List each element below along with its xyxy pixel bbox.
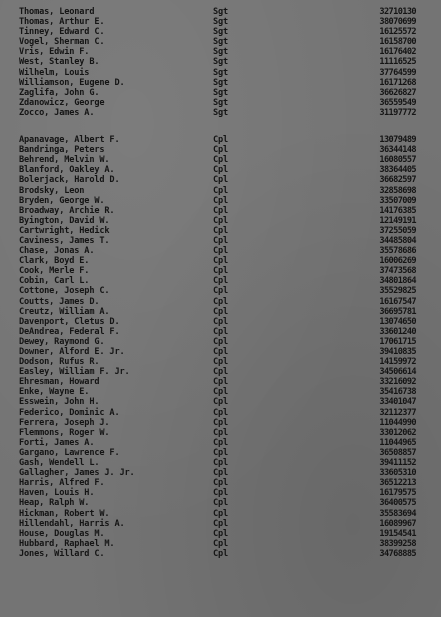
- name-cell: Hillendahl, Harris A.: [19, 518, 125, 529]
- roster-row: [0, 317, 441, 327]
- name-cell: Enke, Wayne E.: [19, 387, 90, 398]
- rank-cell: Cpl: [213, 528, 229, 539]
- serial-number-cell: 11116525: [379, 57, 416, 68]
- roster-row: [0, 47, 441, 57]
- serial-number-cell: 36559549: [379, 97, 416, 108]
- roster-row: [0, 448, 441, 458]
- roster-row: [0, 236, 441, 246]
- rank-cell: Cpl: [213, 437, 229, 448]
- rank-cell: Cpl: [213, 427, 229, 438]
- serial-number-cell: 34506614: [379, 367, 416, 378]
- rank-cell: Cpl: [213, 538, 229, 549]
- roster-row: [0, 529, 441, 539]
- serial-number-cell: 38399258: [379, 538, 416, 549]
- rank-cell: Cpl: [213, 387, 229, 398]
- name-cell: Behrend, Melvin W.: [19, 155, 110, 166]
- roster-row: [0, 27, 441, 37]
- name-cell: Cottone, Joseph C.: [19, 286, 110, 297]
- rank-cell: Cpl: [213, 286, 229, 297]
- section-gap: [0, 118, 441, 135]
- serial-number-cell: 37764599: [379, 67, 416, 78]
- name-cell: Easley, William F. Jr.: [19, 367, 130, 378]
- rank-cell: Cpl: [213, 316, 229, 327]
- rank-cell: Cpl: [213, 165, 229, 176]
- name-cell: Byington, David W.: [19, 215, 110, 226]
- rank-cell: Sgt: [213, 17, 229, 28]
- name-cell: House, Douglas M.: [19, 528, 105, 539]
- rank-cell: Cpl: [213, 367, 229, 378]
- roster-row: [0, 88, 441, 98]
- name-cell: Zdanowicz, George: [19, 97, 105, 108]
- serial-number-cell: 12149191: [379, 215, 416, 226]
- serial-number-cell: 17061715: [379, 336, 416, 347]
- name-cell: Dewey, Raymond G.: [19, 336, 105, 347]
- serial-number-cell: 36344148: [379, 145, 416, 156]
- name-cell: West, Stanley B.: [19, 57, 100, 68]
- roster-row: [0, 377, 441, 387]
- serial-number-cell: 16158700: [379, 37, 416, 48]
- roster-row: [0, 327, 441, 337]
- serial-number-cell: 16125572: [379, 27, 416, 38]
- serial-number-cell: 16179575: [379, 488, 416, 499]
- name-cell: Gallagher, James J. Jr.: [19, 468, 135, 479]
- roster-row: [0, 307, 441, 317]
- roster-row: [0, 498, 441, 508]
- name-cell: Blanford, Oakley A.: [19, 165, 115, 176]
- rank-cell: Cpl: [213, 357, 229, 368]
- roster-row: [0, 286, 441, 296]
- roster-row: [0, 216, 441, 226]
- roster-row: [0, 367, 441, 377]
- name-cell: Dodson, Rufus R.: [19, 357, 100, 368]
- serial-number-cell: 38364405: [379, 165, 416, 176]
- serial-number-cell: 36682597: [379, 175, 416, 186]
- roster-row: [0, 276, 441, 286]
- serial-number-cell: 33601240: [379, 326, 416, 337]
- name-cell: Harris, Alfred F.: [19, 478, 105, 489]
- rank-cell: Sgt: [213, 47, 229, 58]
- serial-number-cell: 19154541: [379, 528, 416, 539]
- name-cell: Vris, Edwin F.: [19, 47, 90, 58]
- serial-number-cell: 35578686: [379, 246, 416, 257]
- rank-cell: Cpl: [213, 155, 229, 166]
- serial-number-cell: 33401047: [379, 397, 416, 408]
- rank-cell: Cpl: [213, 458, 229, 469]
- serial-number-cell: 11044965: [379, 437, 416, 448]
- rank-cell: Cpl: [213, 488, 229, 499]
- rank-cell: Cpl: [213, 195, 229, 206]
- rank-cell: Cpl: [213, 347, 229, 357]
- name-cell: Zocco, James A.: [19, 107, 95, 118]
- name-cell: Vogel, Sherman C.: [19, 37, 105, 48]
- name-cell: Zaglifa, John G.: [19, 87, 100, 98]
- rank-cell: Sgt: [213, 67, 229, 78]
- name-cell: Hickman, Robert W.: [19, 508, 110, 519]
- roster-row: [0, 246, 441, 256]
- rank-cell: Cpl: [213, 205, 229, 216]
- serial-number-cell: 35529825: [379, 286, 416, 297]
- roster-row: [0, 337, 441, 347]
- roster-row: [0, 347, 441, 357]
- serial-number-cell: 31197772: [379, 107, 416, 118]
- rank-cell: Cpl: [213, 468, 229, 479]
- serial-number-cell: 35416738: [379, 387, 416, 398]
- roster-row: [0, 408, 441, 418]
- rank-cell: Sgt: [213, 107, 229, 118]
- name-cell: Ehresman, Howard: [19, 377, 100, 388]
- roster-row: [0, 357, 441, 367]
- rank-cell: Cpl: [213, 175, 229, 186]
- rank-cell: Cpl: [213, 215, 229, 226]
- name-cell: Heap, Ralph W.: [19, 498, 90, 509]
- name-cell: Downer, Alford E. Jr.: [19, 347, 125, 357]
- serial-number-cell: 14176385: [379, 205, 416, 216]
- rank-cell: Cpl: [213, 246, 229, 257]
- roster-row: [0, 297, 441, 307]
- roster-row: [0, 17, 441, 27]
- serial-number-cell: 36512213: [379, 478, 416, 489]
- rank-cell: Sgt: [213, 7, 229, 17]
- name-cell: Chase, Jonas A.: [19, 246, 95, 257]
- roster-row: [0, 108, 441, 118]
- roster-row: [0, 135, 441, 145]
- serial-number-cell: 32710130: [379, 7, 416, 17]
- serial-number-cell: 16080557: [379, 155, 416, 166]
- serial-number-cell: 13074650: [379, 316, 416, 327]
- serial-number-cell: 36400575: [379, 498, 416, 509]
- rank-cell: Sgt: [213, 87, 229, 98]
- serial-number-cell: 33216092: [379, 377, 416, 388]
- serial-number-cell: 36695781: [379, 306, 416, 317]
- rank-cell: Sgt: [213, 97, 229, 108]
- roster-row: [0, 186, 441, 196]
- roster-row: [0, 165, 441, 175]
- name-cell: Brodsky, Leon: [19, 185, 85, 196]
- roster-row: [0, 145, 441, 155]
- name-cell: Tinney, Edward C.: [19, 27, 105, 38]
- name-cell: Esswein, John H.: [19, 397, 100, 408]
- roster-row: [0, 256, 441, 266]
- serial-number-cell: 11044990: [379, 417, 416, 428]
- name-cell: Bryden, George W.: [19, 195, 105, 206]
- rank-cell: Sgt: [213, 37, 229, 48]
- rank-cell: Sgt: [213, 77, 229, 88]
- name-cell: Cartwright, Hedick: [19, 225, 110, 236]
- roster-row: [0, 458, 441, 468]
- roster-row: [0, 68, 441, 78]
- roster-row: [0, 428, 441, 438]
- roster-row: [0, 418, 441, 428]
- name-cell: Flemmons, Roger W.: [19, 427, 110, 438]
- rank-cell: Cpl: [213, 326, 229, 337]
- name-cell: Creutz, William A.: [19, 306, 110, 317]
- serial-number-cell: 37255059: [379, 225, 416, 236]
- name-cell: Wilhelm, Louis: [19, 67, 90, 78]
- roster-row: [0, 468, 441, 478]
- rank-cell: Cpl: [213, 377, 229, 388]
- serial-number-cell: 32112377: [379, 407, 416, 418]
- name-cell: Hubbard, Raphael M.: [19, 538, 115, 549]
- serial-number-cell: 35583694: [379, 508, 416, 519]
- name-cell: Ferrera, Joseph J.: [19, 417, 110, 428]
- serial-number-cell: 38070699: [379, 17, 416, 28]
- roster-row: [0, 539, 441, 549]
- rank-cell: Cpl: [213, 478, 229, 489]
- name-cell: Jones, Willard C.: [19, 548, 105, 559]
- serial-number-cell: 33012062: [379, 427, 416, 438]
- roster-row: [0, 549, 441, 559]
- roster-row: [0, 519, 441, 529]
- roster-row: [0, 155, 441, 165]
- name-cell: Federico, Dominic A.: [19, 407, 120, 418]
- serial-number-cell: 39410835: [379, 347, 416, 357]
- rank-cell: Cpl: [213, 498, 229, 509]
- roster-row: [0, 78, 441, 88]
- rank-cell: Cpl: [213, 256, 229, 267]
- rank-cell: Cpl: [213, 397, 229, 408]
- roster-row: [0, 175, 441, 185]
- name-cell: Gash, Wendell L.: [19, 458, 100, 469]
- rank-cell: Cpl: [213, 548, 229, 559]
- serial-number-cell: 33605310: [379, 468, 416, 479]
- serial-number-cell: 34768885: [379, 548, 416, 559]
- rank-cell: Cpl: [213, 508, 229, 519]
- roster-row: [0, 98, 441, 108]
- roster-row: [0, 387, 441, 397]
- rank-cell: Cpl: [213, 306, 229, 317]
- roster-row: [0, 438, 441, 448]
- name-cell: Thomas, Arthur E.: [19, 17, 105, 28]
- roster-row: [0, 226, 441, 236]
- serial-number-cell: 32858698: [379, 185, 416, 196]
- name-cell: Williamson, Eugene D.: [19, 77, 125, 88]
- roster-row: [0, 509, 441, 519]
- name-cell: Gargano, Lawrence F.: [19, 447, 120, 458]
- rank-cell: Cpl: [213, 235, 229, 246]
- name-cell: Broadway, Archie R.: [19, 205, 115, 216]
- rank-cell: Cpl: [213, 135, 229, 146]
- serial-number-cell: 37473568: [379, 266, 416, 277]
- personnel-roster: [0, 7, 441, 559]
- name-cell: Clark, Boyd E.: [19, 256, 90, 267]
- serial-number-cell: 16006269: [379, 256, 416, 267]
- serial-number-cell: 16176402: [379, 47, 416, 58]
- serial-number-cell: 14159972: [379, 357, 416, 368]
- rank-cell: Cpl: [213, 185, 229, 196]
- rank-cell: Cpl: [213, 407, 229, 418]
- roster-row: [0, 397, 441, 407]
- name-cell: Caviness, James T.: [19, 235, 110, 246]
- roster-row: [0, 196, 441, 206]
- name-cell: Coutts, James D.: [19, 296, 100, 307]
- name-cell: Haven, Louis H.: [19, 488, 95, 499]
- serial-number-cell: 39411152: [379, 458, 416, 469]
- name-cell: Forti, James A.: [19, 437, 95, 448]
- serial-number-cell: 33507009: [379, 195, 416, 206]
- name-cell: Bandringa, Peters: [19, 145, 105, 156]
- name-cell: DeAndrea, Federal F.: [19, 326, 120, 337]
- rank-cell: Cpl: [213, 336, 229, 347]
- rank-cell: Cpl: [213, 266, 229, 277]
- serial-number-cell: 36626827: [379, 87, 416, 98]
- serial-number-cell: 16089967: [379, 518, 416, 529]
- roster-row: [0, 57, 441, 67]
- roster-row: [0, 7, 441, 17]
- rank-cell: Sgt: [213, 57, 229, 68]
- name-cell: Cook, Merle F.: [19, 266, 90, 277]
- name-cell: Apanavage, Albert F.: [19, 135, 120, 146]
- roster-row: [0, 488, 441, 498]
- rank-cell: Cpl: [213, 518, 229, 529]
- serial-number-cell: 34485804: [379, 235, 416, 246]
- rank-cell: Cpl: [213, 417, 229, 428]
- rank-cell: Cpl: [213, 447, 229, 458]
- serial-number-cell: 36508857: [379, 447, 416, 458]
- roster-row: [0, 37, 441, 47]
- roster-row: [0, 206, 441, 216]
- rank-cell: Cpl: [213, 276, 229, 287]
- rank-cell: Sgt: [213, 27, 229, 38]
- roster-row: [0, 266, 441, 276]
- name-cell: Thomas, Leonard: [19, 7, 95, 17]
- serial-number-cell: 16167547: [379, 296, 416, 307]
- serial-number-cell: 13079489: [379, 135, 416, 146]
- rank-cell: Cpl: [213, 296, 229, 307]
- roster-row: [0, 478, 441, 488]
- rank-cell: Cpl: [213, 225, 229, 236]
- serial-number-cell: 16171268: [379, 77, 416, 88]
- name-cell: Davenport, Cletus D.: [19, 316, 120, 327]
- rank-cell: Cpl: [213, 145, 229, 156]
- name-cell: Cobin, Carl L.: [19, 276, 90, 287]
- serial-number-cell: 34801864: [379, 276, 416, 287]
- name-cell: Bolerjack, Harold D.: [19, 175, 120, 186]
